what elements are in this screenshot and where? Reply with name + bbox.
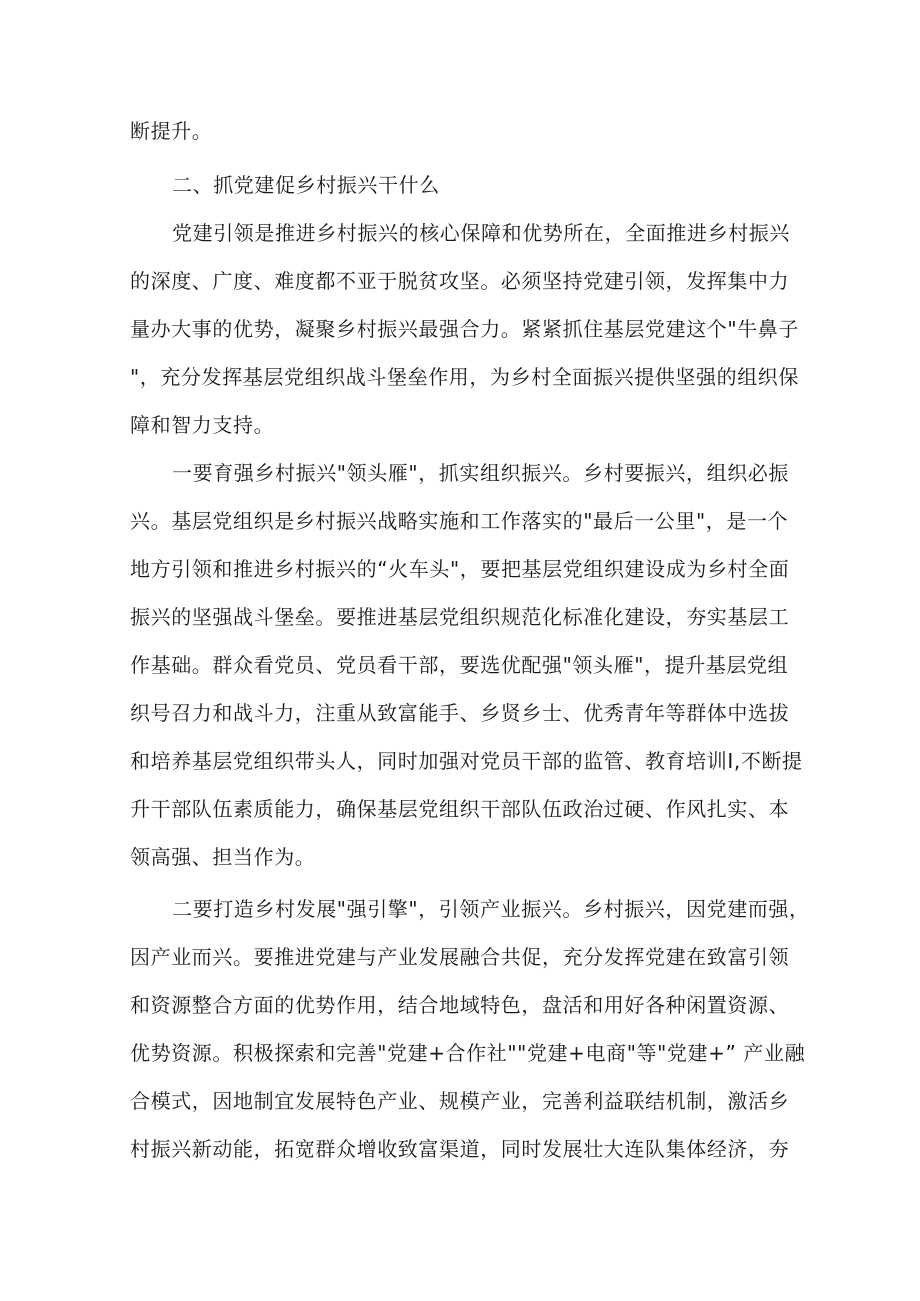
paragraph-line: 振兴的坚强战斗堡垒。要推进基层党组织规范化标准化建设，夯实基层工 [130,605,790,629]
paragraph-line: 作基础。群众看党员、党员看干部，要选优配强"领头雁"，提升基层党组 [130,653,789,677]
paragraph-line: 合模式，因地制宜发展特色产业、规模产业，完善利益联结机制，激活乡 [130,1089,790,1113]
paragraph-line: 一要育强乡村振兴"领头雁"，抓实组织振兴。乡村要振兴，组织必振 [172,461,789,485]
paragraph-line: 二要打造乡村发展"强引擎"，引领产业振兴。乡村振兴，因党建而强， [172,897,810,921]
paragraph-line: "，充分发挥基层党组织战斗堡垒作用，为乡村全面振兴提供坚强的组织保 [130,365,799,389]
paragraph-line: 优势资源。积极探索和完善"党建+合作社""党建+电商"等"党建+” 产业融 [130,1041,806,1065]
paragraph-line: 因产业而兴。要推进党建与产业发展融合共促，充分发挥党建在致富引领 [130,945,790,969]
paragraph-line: 党建引领是推进乡村振兴的核心保障和优势所在，全面推进乡村振兴 [172,221,790,245]
paragraph-line: 织号召力和战斗力，注重从致富能手、乡贤乡士、优秀青年等群体中选拔 [130,701,790,725]
paragraph-line: 兴。基层党组织是乡村振兴战略实施和工作落实的"最后一公里"，是一个 [130,509,789,533]
paragraph-line: 领高强、担当作为。 [130,845,316,869]
paragraph-line: 和培养基层党组织带头人，同时加强对党员干部的监管、教育培训I,不断提 [130,749,803,773]
paragraph-line: 断提升。 [130,119,213,143]
paragraph-line: 升干部队伍素质能力，确保基层党组织干部队伍政治过硬、作风扎实、本 [130,797,790,821]
paragraph-line: 的深度、广度、难度都不亚于脱贫攻坚。必须坚持党建引领，发挥集中力 [130,269,790,293]
paragraph-line: 地方引领和推进乡村振兴的“火车头"，要把基层党组织建设成为乡村全面 [130,557,790,581]
paragraph-line: 障和智力支持。 [130,413,275,437]
paragraph-line: 村振兴新动能，拓宽群众增收致富渠道，同时发展壮大连队集体经济，夯 [130,1137,790,1161]
paragraph-line: 和资源整合方面的优势作用，结合地域特色，盘活和用好各种闲置资源、 [130,993,790,1017]
paragraph-line: 量办大事的优势，凝聚乡村振兴最强合力。紧紧抓住基层党建这个"牛鼻子 [130,317,799,341]
section-heading: 二、抓党建促乡村振兴干什么 [172,173,440,197]
